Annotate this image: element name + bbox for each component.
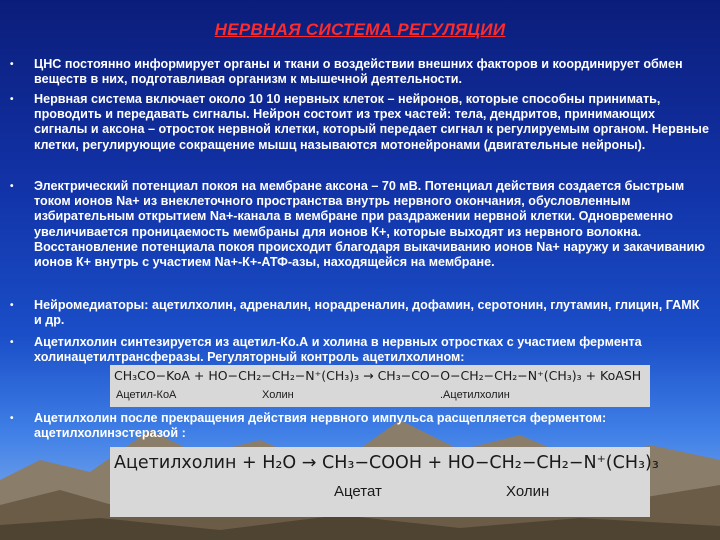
list-item xyxy=(10,57,710,87)
formula-equation: CH₃CO−KoA + HO−CH₂−CH₂−N⁺(CH₃)₃ → CH₃−CO−O−CH₂−CH₂−N⁺(CH₃)₃ + KoASH xyxy=(114,368,642,383)
bullet-icon: • xyxy=(10,300,14,311)
bullet-icon: • xyxy=(10,413,14,424)
bullet-text: Нервная система включает около 10 10 нервных клеток – нейронов, которые способны принимать, проводить и передавать сигналы. Нейрон состоит из трех частей: тела, дендритов, принимающих сигналы и аксона – отросток нервной клетки, который передает сигнал к регулируемым органом. Нервные клетки, регулирующие сокращение мышц называются мотонейронами (двигательные нейроны). xyxy=(34,92,709,152)
acetylcholine-hydrolysis-formula xyxy=(110,447,659,517)
formula-label: Холин xyxy=(262,389,294,401)
bullet-icon: • xyxy=(10,181,14,192)
list-item xyxy=(10,298,710,328)
list-item xyxy=(10,411,710,441)
slide-title: НЕРВНАЯ СИСТЕМА РЕГУЛЯЦИИ xyxy=(214,20,506,39)
bullet-text: Ацетилхолин после прекращения действия нервного импульса расщепляется ферментом: ацетилхолинэстеразой : xyxy=(34,411,607,441)
formula-label: Ацетил-КоА xyxy=(116,389,177,401)
bullet-text: Ацетилхолин синтезируется из ацетил-Ко.А и холина в нервных отростках с участием фермента холинацетилтрансферазы. Регуляторный контроль ацетилхолином: xyxy=(34,335,642,365)
bullet-text: Нейромедиаторы: ацетилхолин, адреналин, норадреналин, дофамин, серотонин, глутамин, глицин, ГАМК и др. xyxy=(34,298,700,328)
bullet-text: ЦНС постоянно информирует органы и ткани о воздействии внешних факторов и координирует обмен веществ в них, подготавливая организм к мышечной деятельности. xyxy=(34,57,683,87)
bullet-icon: • xyxy=(10,59,14,70)
bullet-icon: • xyxy=(10,94,14,105)
bullet-text: Электрический потенциал покоя на мембране аксона – 70 мВ. Потенциал действия создается быстрым током ионов Na+ из внеклеточного пространства внутрь нервного окончания, обусловленным избирательным открытием Na+-канала в мембране при раздражении нервной клетки. Одновременно увеличивается проницаемость мембраны для ионов К+, которые выходят из нервного волокна. Восстановление потенциала покоя происходит благодаря выкачиванию ионов Na+ наружу и закачиванию ионов К+ внутрь с участием Na+-К+-АТФ-азы, находящейся на мембране. xyxy=(34,179,706,270)
formula-label: Ацетат xyxy=(334,483,382,500)
list-item xyxy=(10,335,710,365)
list-item xyxy=(10,92,710,153)
list-item xyxy=(10,179,710,270)
bullet-icon: • xyxy=(10,337,14,348)
formula-label: Холин xyxy=(506,483,550,500)
formula-label: .Ацетилхолин xyxy=(440,389,510,401)
acetylcholine-synthesis-formula xyxy=(110,365,650,407)
formula-equation: Ацетилхолин + H₂O → CH₃−COOH + HO−CH₂−CH₂−N⁺(CH₃)₃ xyxy=(114,453,659,473)
